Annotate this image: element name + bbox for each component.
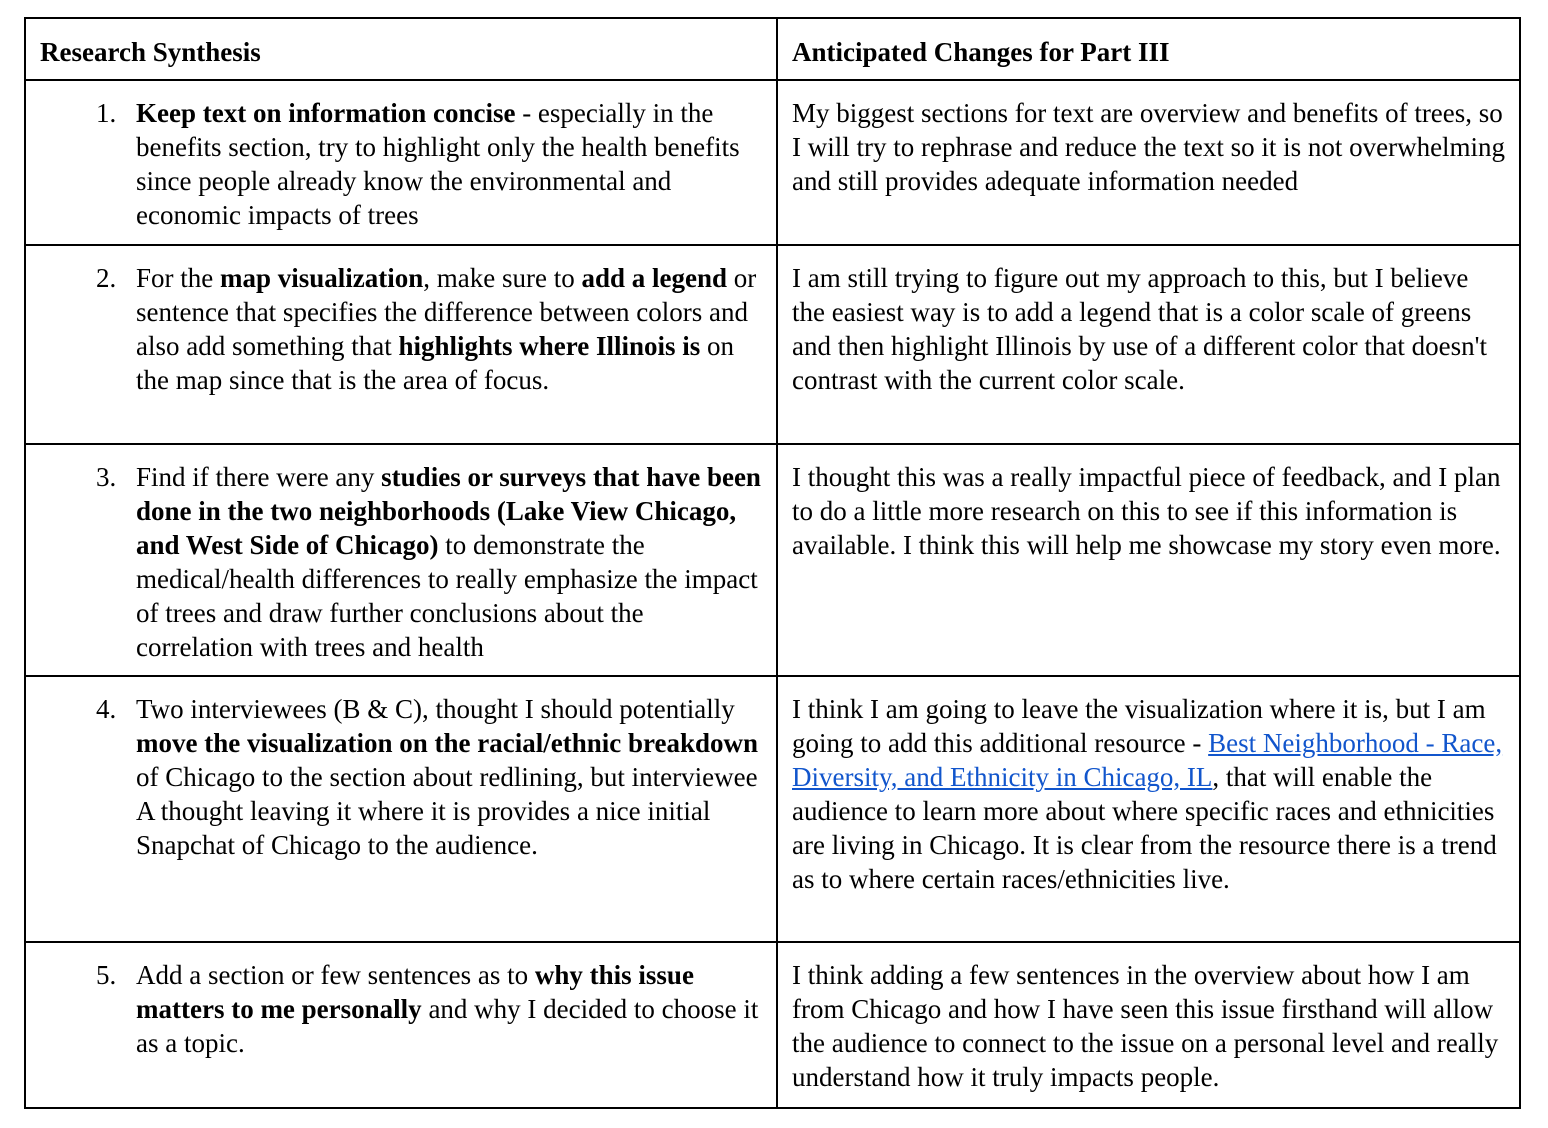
emphasis-text: studies or surveys that have been done in the two neighborhoods (Lake View Chicago, and West Side of Chicago) [136,462,761,560]
body-text: Add a section or few sentences as to [136,960,535,990]
research-synthesis-table [24,17,1521,1109]
body-text: , make sure to [423,263,582,293]
table-row [25,676,1520,942]
body-text: on the map since that is the area of focus. [136,331,735,395]
body-text: For the [136,263,220,293]
header-research-synthesis: Research Synthesis [25,18,777,80]
synthesis-text [136,261,766,397]
synthesis-text [136,96,766,232]
emphasis-text: why this issue matters to me personally [136,960,694,1024]
emphasis-text: add a legend [581,263,728,293]
body-text: Find if there were any [136,462,382,492]
emphasis-text: Keep text on information concise [136,98,516,128]
emphasis-text: move the visualization on the racial/ethnic breakdown [136,728,759,758]
body-text: to demonstrate the medical/health differences to really emphasize the impact of trees and draw further conclusions about the correlation with trees and health [136,530,758,662]
synthesis-cell [25,942,777,1108]
body-text: I thought this was a really impactful piece of feedback, and I plan to do a little more research on this to see if this information is available. I think this will help me showcase my story even more. [792,462,1501,560]
item-number: 1. [96,98,117,128]
changes-cell [777,245,1520,444]
changes-cell [777,942,1520,1108]
body-text: My biggest sections for text are overview and benefits of trees, so I will try to rephrase and reduce the text so it is not overwhelming and still provides adequate information needed [792,98,1506,196]
body-text: and why I decided to choose it as a topic. [136,994,759,1058]
changes-cell [777,80,1520,245]
emphasis-text: map visualization [220,263,424,293]
item-number: 5. [96,960,117,990]
body-text: I think adding a few sentences in the overview about how I am from Chicago and how I have seen this issue firsthand will allow the audience to connect to the issue on a personal level and really understand how it truly impacts people. [792,960,1499,1092]
synthesis-cell [25,80,777,245]
body-text: - especially in the benefits section, try to highlight only the health benefits since people already know the environmental and economic impacts of trees [136,98,740,230]
item-number: 4. [96,694,117,724]
table-row [25,942,1520,1108]
table-row [25,245,1520,444]
synthesis-cell [25,245,777,444]
body-text: I am still trying to figure out my approach to this, but I believe the easiest way is to add a legend that is a color scale of greens and then highlight Illinois by use of a different color that doesn't contrast with the current color scale. [792,263,1487,395]
table-header-row [25,18,1520,80]
body-text: of Chicago to the section about redlining, but interviewee A thought leaving it where it is provides a nice initial Snapchat of Chicago to the audience. [136,762,758,860]
table-row [25,444,1520,676]
changes-cell [777,444,1520,676]
synthesis-text [136,958,766,1060]
body-text: I think I am going to leave the visualization where it is, but I am going to add this additional resource - [792,694,1486,758]
body-text: Two interviewees (B & C), thought I should potentially [136,694,735,724]
item-number: 3. [96,462,117,492]
changes-cell [777,676,1520,942]
emphasis-text: highlights where Illinois is [398,331,701,361]
header-anticipated-changes: Anticipated Changes for Part III [777,18,1520,80]
synthesis-cell [25,444,777,676]
table-row [25,80,1520,245]
body-text: , that will enable the audience to learn more about where specific races and ethnicities are living in Chicago. It is clear from the resource there is a trend as to where certain races/ethnicities live. [792,762,1497,894]
synthesis-text [136,692,766,862]
body-text: or sentence that specifies the difference between colors and also add something that [136,263,757,361]
resource-link[interactable]: Best Neighborhood - Race, Diversity, and Ethnicity in Chicago, IL [792,728,1503,792]
synthesis-text [136,460,766,664]
item-number: 2. [96,263,117,293]
synthesis-cell [25,676,777,942]
